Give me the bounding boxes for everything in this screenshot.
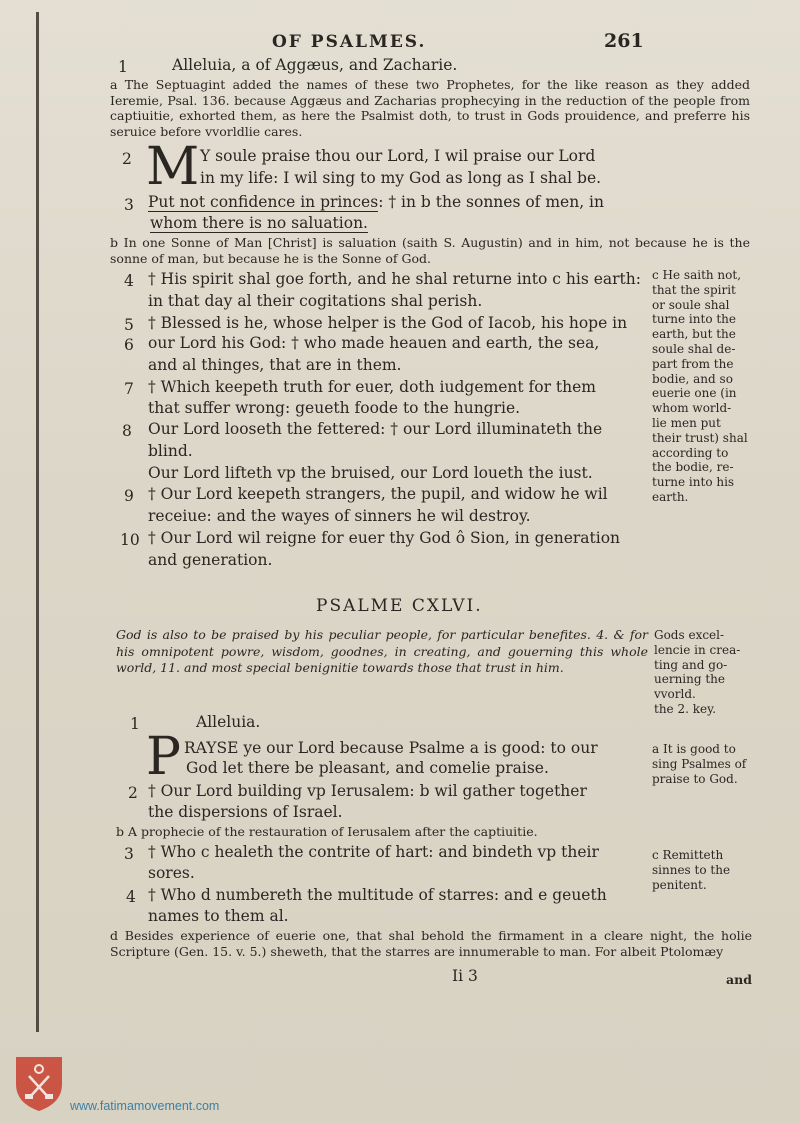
verse-number: 4 [124,272,134,290]
verse-text-rest: : † in b the sonnes of men, in [378,193,604,211]
running-title: OF PSALMES. [272,32,427,52]
verse-text: † Which keepeth truth for euer, doth iudgement for them [148,378,597,396]
psalm-heading: PSALME CXLVI. [316,596,483,616]
verse-number: 5 [124,316,134,334]
drop-cap: M [146,137,200,197]
verse-number: 7 [124,380,134,398]
verse-text: Y soule praise thou our Lord, I wil praise our Lord [200,147,596,165]
verse-text: Our Lord looseth the fettered: † our Lord illuminateth the [148,420,603,438]
verse-text: † Who c healeth the contrite of hart: and bindeth vp their [148,843,599,861]
drop-cap: P [146,727,181,787]
verse-text [150,213,368,234]
verse-text: † His spirit shal goe forth, and he shal returne into c his earth: [148,270,641,288]
underlined-phrase: Put not confidence in princes [148,193,379,211]
margin-note-c: c Remitteth sinnes to the penitent. [652,848,731,892]
verse-number: 1 [118,58,128,76]
footnote-d: d Besides experience of euerie one, that shal behold the firmament in a cleare night, the holie Scripture (Gen. 15. v. 5.) sheweth, that the starres are innumerable to man. For albeit Ptolomæy [110,928,752,959]
verse-number: 4 [126,888,136,906]
verse-text: and al thinges, that are in them. [148,356,402,374]
footnote-a: a The Septuagint added the names of these two Prophetes, for the like reason as they added Ieremie, Psal. 136. because Aggæus and Zacharias prophecying in the reduction of the people from captiuitie, exhorted them, as here the Psalmist doth, to trust in Gods prouidence, and preferre his seruice before vvorldlie cares. [110,77,750,139]
verse-number: 3 [124,196,134,214]
verse-number: 2 [122,150,132,168]
catchword: and [726,972,752,987]
verse-text: Alleluia. [196,713,261,731]
verse-number: 2 [128,784,138,802]
verse-text: in that day al their cogitations shal perish. [148,292,483,310]
verse-number: 6 [124,336,134,354]
verse-number: 10 [120,531,140,549]
verse-number: 1 [130,715,140,733]
verse-text: Our Lord lifteth vp the bruised, our Lord loueth the iust. [148,464,593,482]
verse-number: 8 [122,422,132,440]
binding-gutter [36,12,39,1032]
psalm-argument: God is also to be praised by his peculiar people, for particular benefites. 4. & for his omnipotent powre, wisdom, goodnes, in creating, and gouerning this whole world, 11. and most special benignitie towards those that trust in him. [116,627,648,675]
verse-number: 3 [124,845,134,863]
verse-text: † Our Lord wil reigne for euer thy God ô Sion, in generation [148,529,621,547]
footer-link[interactable]: www.fatimamovement.com [70,1099,220,1113]
verse-text: our Lord his God: † who made heauen and earth, the sea, [148,334,600,352]
verse-text [148,192,604,213]
verse-text: † Our Lord keepeth strangers, the pupil, and widow he wil [148,485,608,503]
verse-text: RAYSE ye our Lord because Psalme a is good: to our [184,739,598,757]
footnote-b: b A prophecie of the restauration of Ierusalem after the captiuitie. [116,824,538,839]
verse-text: † Our Lord building vp Ierusalem: b wil gather together [148,782,587,800]
margin-note-a: a It is good to sing Psalmes of praise to God. [652,742,747,786]
footnote-b: b In one Sonne of Man [Christ] is saluation (saith S. Augustin) and in him, not because he is the sonne of man, but because he is the Sonne of God. [110,235,750,266]
margin-note-c: c He saith not, that the spirit or soule shal turne into the earth, but the soule shal de- part from the bodie, and so euerie one (in whom world- lie men put their trust) shal according to the bodie, re- turne into his earth. [652,268,748,504]
verse-text: that suffer wrong: geueth foode to the hungrie. [148,399,521,417]
verse-text: names to them al. [148,907,289,925]
verse-text: the dispersions of Israel. [148,803,343,821]
papal-keys-logo [12,1054,66,1112]
verse-text: blind. [148,442,193,460]
signature-mark: Ii 3 [452,967,478,985]
verse-text: and generation. [148,551,273,569]
verse-text: receiue: and the wayes of sinners he wil destroy. [148,507,531,525]
verse-text: † Who d numbereth the multitude of starres: and e geueth [148,886,607,904]
verse-number: 9 [124,487,134,505]
verse-text: in my life: I wil sing to my God as long as I shal be. [200,169,602,187]
verse-text: † Blessed is he, whose helper is the God of Iacob, his hope in [148,314,628,332]
verse-text: God let there be pleasant, and comelie praise. [186,759,549,777]
margin-note-argument: Gods excel- lencie in crea- ting and go- uerning the vvorld. the 2. key. [654,628,741,716]
verse-text: sores. [148,864,195,882]
verse-text: Alleluia, a of Aggæus, and Zacharie. [172,56,458,74]
underlined-phrase: whom there is no saluation. [150,214,368,232]
page-number: 261 [604,30,644,52]
